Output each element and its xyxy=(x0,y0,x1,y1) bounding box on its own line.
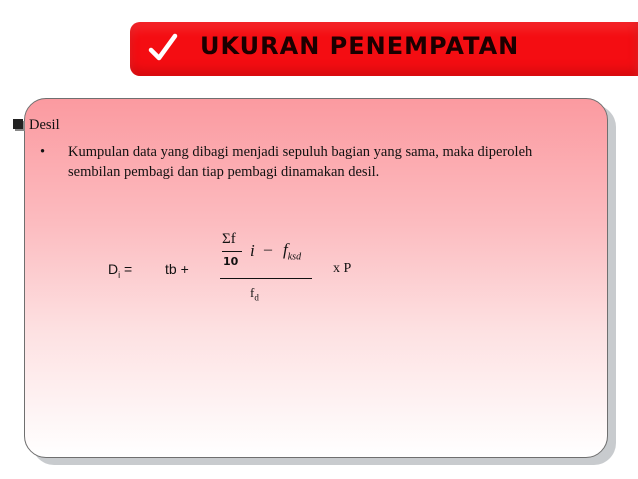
main-fraction-line xyxy=(220,278,312,279)
formula-minus: – xyxy=(264,241,272,258)
formula-times-p: x P xyxy=(333,261,352,276)
heading-text: Desil xyxy=(29,117,60,133)
bullet-dot: • xyxy=(40,144,46,160)
inner-fraction-line xyxy=(222,251,242,252)
formula-fd: $f_d$ xyxy=(250,285,259,303)
formula-sigma-f: Σf xyxy=(222,231,236,247)
square-bullet-icon xyxy=(13,119,23,129)
formula-f-ksd: $f_{ksd}$ xyxy=(283,240,302,263)
paragraph-line-1: Kumpulan data yang dibagi menjadi sepuluh bagian yang sama, maka diperoleh xyxy=(68,144,533,160)
formula-lhs: $D_i$ = xyxy=(108,261,133,280)
section-heading xyxy=(12,117,212,135)
check-icon xyxy=(148,31,178,65)
paragraph-line-2: sembilan pembagi dan tiap pembagi dinamakan desil. xyxy=(68,164,380,180)
formula-ten: 10 xyxy=(223,255,239,268)
formula-tb: tb + xyxy=(165,261,189,277)
formula-i: i xyxy=(250,241,255,260)
page-title: UKURAN PENEMPATAN xyxy=(200,32,520,60)
title-bar xyxy=(130,22,638,76)
